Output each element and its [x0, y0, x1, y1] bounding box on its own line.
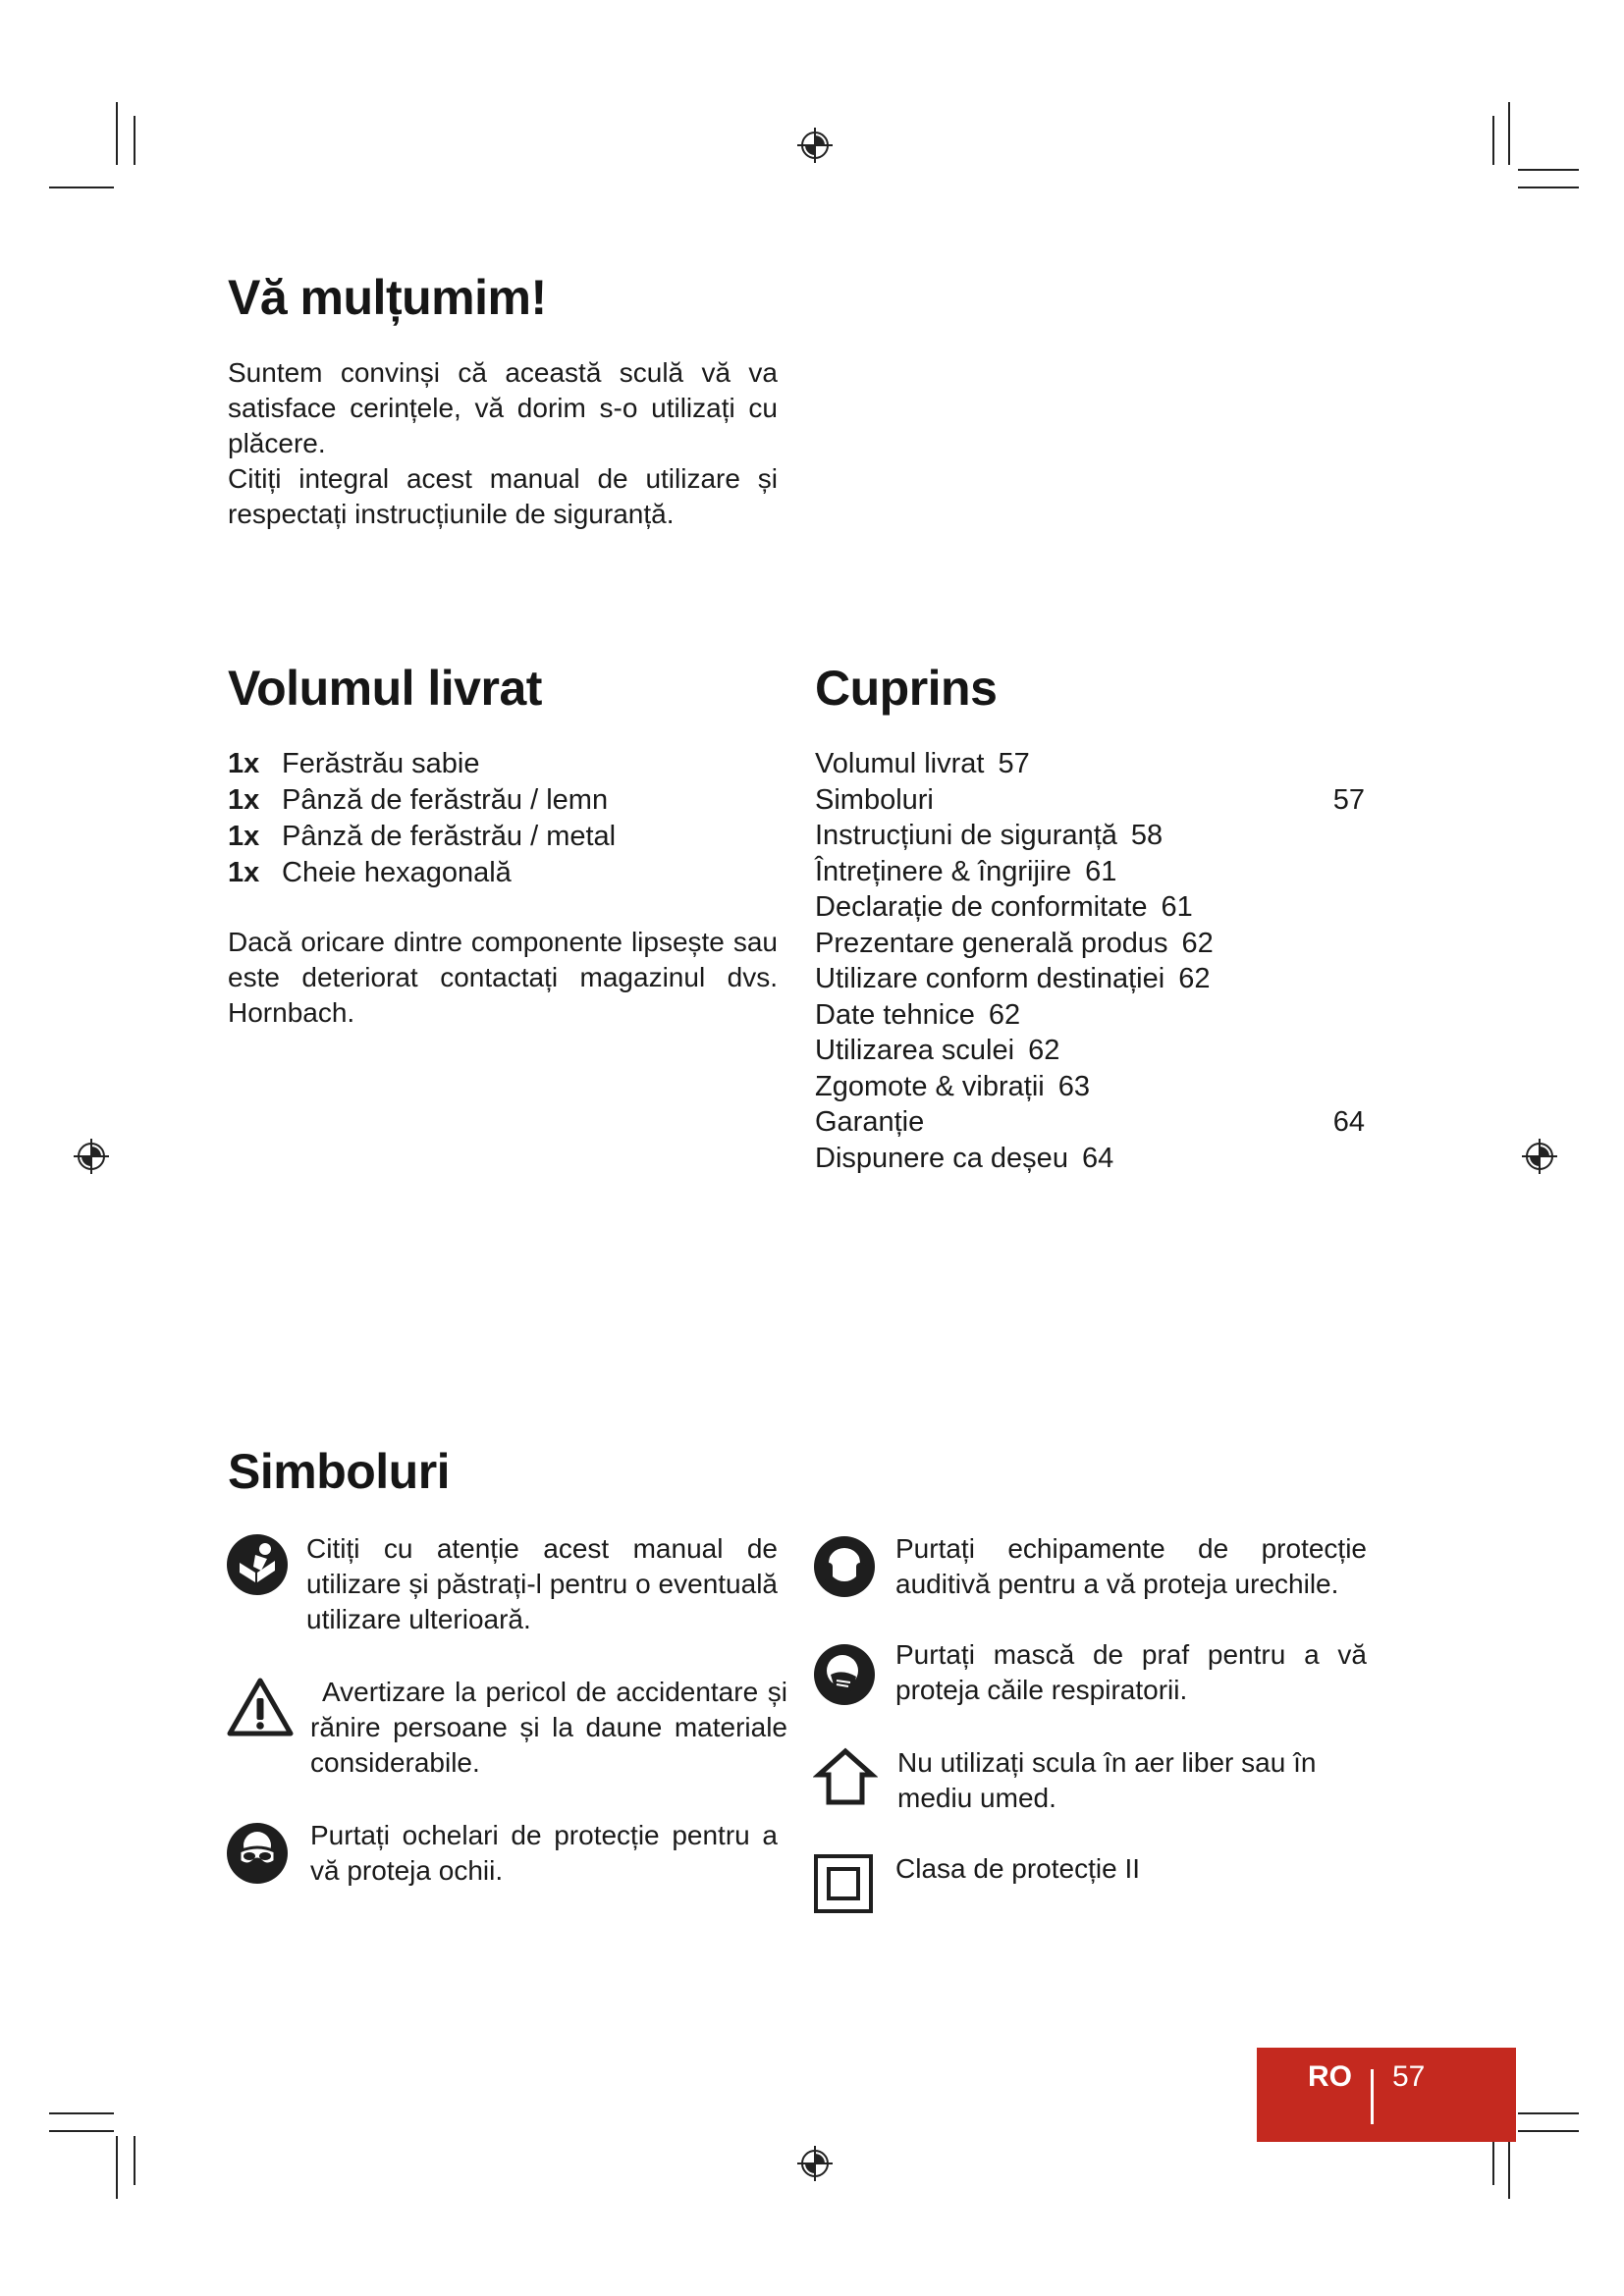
delivery-list	[228, 746, 778, 891]
crop-mark-bottom-right-h2	[1518, 2130, 1579, 2132]
delivery-note: Dacă oricare dintre componente lipsește sau este deteriorat contactați magazinul dvs. Hornbach.	[228, 927, 778, 1028]
symbol-text-ear-protection: Purtați echipamente de protecție auditivă pentru a vă proteja urechile.	[895, 1533, 1367, 1599]
toc-item[interactable]: Date tehnice 62	[815, 998, 1021, 1031]
thanks-paragraph-1: Suntem convinși că această sculă vă va satisface cerințele, vă dorim s-o utilizați cu plăcere.	[228, 357, 778, 458]
symbol-text-indoor-use: Nu utilizați scula în aer liber sau în mediu umed.	[897, 1747, 1317, 1813]
registration-mark-bottom-icon	[795, 2144, 835, 2183]
symbol-text-dust-mask: Purtați mască de praf pentru a vă proteja căile respiratorii.	[895, 1639, 1367, 1705]
safety-goggles-icon	[226, 1822, 289, 1885]
contents-title: Cuprins	[815, 661, 998, 716]
registration-mark-top-icon	[795, 126, 835, 165]
toc-item[interactable]: Prezentare generală produs 62	[815, 927, 1214, 959]
list-item	[228, 855, 778, 891]
read-manual-icon	[226, 1533, 289, 1596]
thanks-paragraph-2: Citiți integral acest manual de utilizare și respectați instrucțiunile de siguranță.	[228, 463, 778, 529]
crop-mark-top-left-h	[49, 187, 114, 188]
symbol-text-protection-class: Clasa de protecție II	[895, 1853, 1141, 1884]
toc-item[interactable]: Utilizarea sculei 62	[815, 1035, 1060, 1066]
crop-mark-bottom-left-v2	[134, 2136, 135, 2185]
indoor-use-icon	[813, 1745, 878, 1808]
symbol-text-goggles: Purtați ochelari de protecție pentru a vă proteja ochii.	[310, 1820, 778, 1886]
dust-mask-icon	[813, 1643, 876, 1706]
crop-mark-top-right-v2	[1508, 102, 1510, 165]
crop-mark-top-right-h	[1518, 187, 1579, 188]
registration-mark-right-icon	[1520, 1137, 1559, 1176]
warning-triangle-icon	[226, 1677, 295, 1737]
crop-mark-top-left-v2	[134, 116, 135, 165]
list-item	[228, 746, 778, 782]
toc-item[interactable]: Întreținere & îngrijire 61	[815, 855, 1117, 887]
symbol-text-warning: Avertizare la pericol de accidentare și rănire persoane și la daune materiale considerabile.	[310, 1677, 787, 1778]
list-item	[228, 782, 778, 819]
language-code: RO	[1308, 2060, 1352, 2093]
contents-section	[815, 660, 1365, 1176]
item-label: Pânză de ferăstrău / metal	[282, 821, 617, 852]
toc-item[interactable]: Zgomote & vibrații 63	[815, 1070, 1090, 1102]
crop-mark-bottom-left-h	[49, 2112, 114, 2114]
delivery-title: Volumul livrat	[228, 661, 542, 716]
quantity: 1x	[228, 857, 260, 888]
protection-class-ii-icon	[813, 1853, 874, 1914]
crop-mark-top-left-v1	[116, 102, 118, 165]
item-label: Ferăstrău sabie	[282, 748, 480, 779]
table-of-contents	[815, 746, 1365, 1176]
thanks-title: Vă mulțumim!	[228, 270, 547, 325]
item-label: Pânză de ferăstrău / lemn	[282, 784, 609, 816]
delivery-section	[228, 660, 778, 1031]
badge-divider	[1371, 2069, 1374, 2124]
toc-item[interactable]: Garanție 64	[815, 1106, 1365, 1138]
toc-item[interactable]: Dispunere ca deșeu 64	[815, 1142, 1114, 1174]
crop-mark-bottom-left-v1	[116, 2136, 118, 2199]
symbols-title: Simboluri	[228, 1444, 451, 1499]
toc-item[interactable]: Utilizare conform destinației 62	[815, 963, 1211, 994]
toc-item[interactable]: Simboluri 57	[815, 783, 1365, 816]
crop-mark-bottom-right-v2	[1508, 2136, 1510, 2199]
list-item	[228, 819, 778, 855]
toc-item[interactable]: Volumul livrat 57	[815, 748, 1030, 779]
quantity: 1x	[228, 784, 260, 816]
crop-mark-bottom-right-v1	[1492, 2136, 1494, 2185]
crop-mark-bottom-right-h	[1518, 2112, 1579, 2114]
quantity: 1x	[228, 748, 260, 779]
page-number: 57	[1392, 2060, 1426, 2093]
registration-mark-left-icon	[72, 1137, 111, 1176]
ear-protection-icon	[813, 1535, 876, 1598]
crop-mark-top-right-h2	[1518, 169, 1579, 171]
quantity: 1x	[228, 821, 260, 852]
symbol-text-read-manual: Citiți cu atenție acest manual de utilizare și păstrați-l pentru o eventuală utilizare ulterioară.	[306, 1533, 778, 1634]
crop-mark-top-right-v1	[1492, 116, 1494, 165]
toc-item[interactable]: Declarație de conformitate 61	[815, 891, 1193, 923]
crop-mark-bottom-left-h2	[49, 2130, 114, 2132]
thanks-section	[228, 269, 778, 532]
item-label: Cheie hexagonală	[282, 857, 512, 888]
page-badge	[1257, 2048, 1516, 2142]
toc-item[interactable]: Instrucțiuni de siguranță 58	[815, 820, 1164, 851]
